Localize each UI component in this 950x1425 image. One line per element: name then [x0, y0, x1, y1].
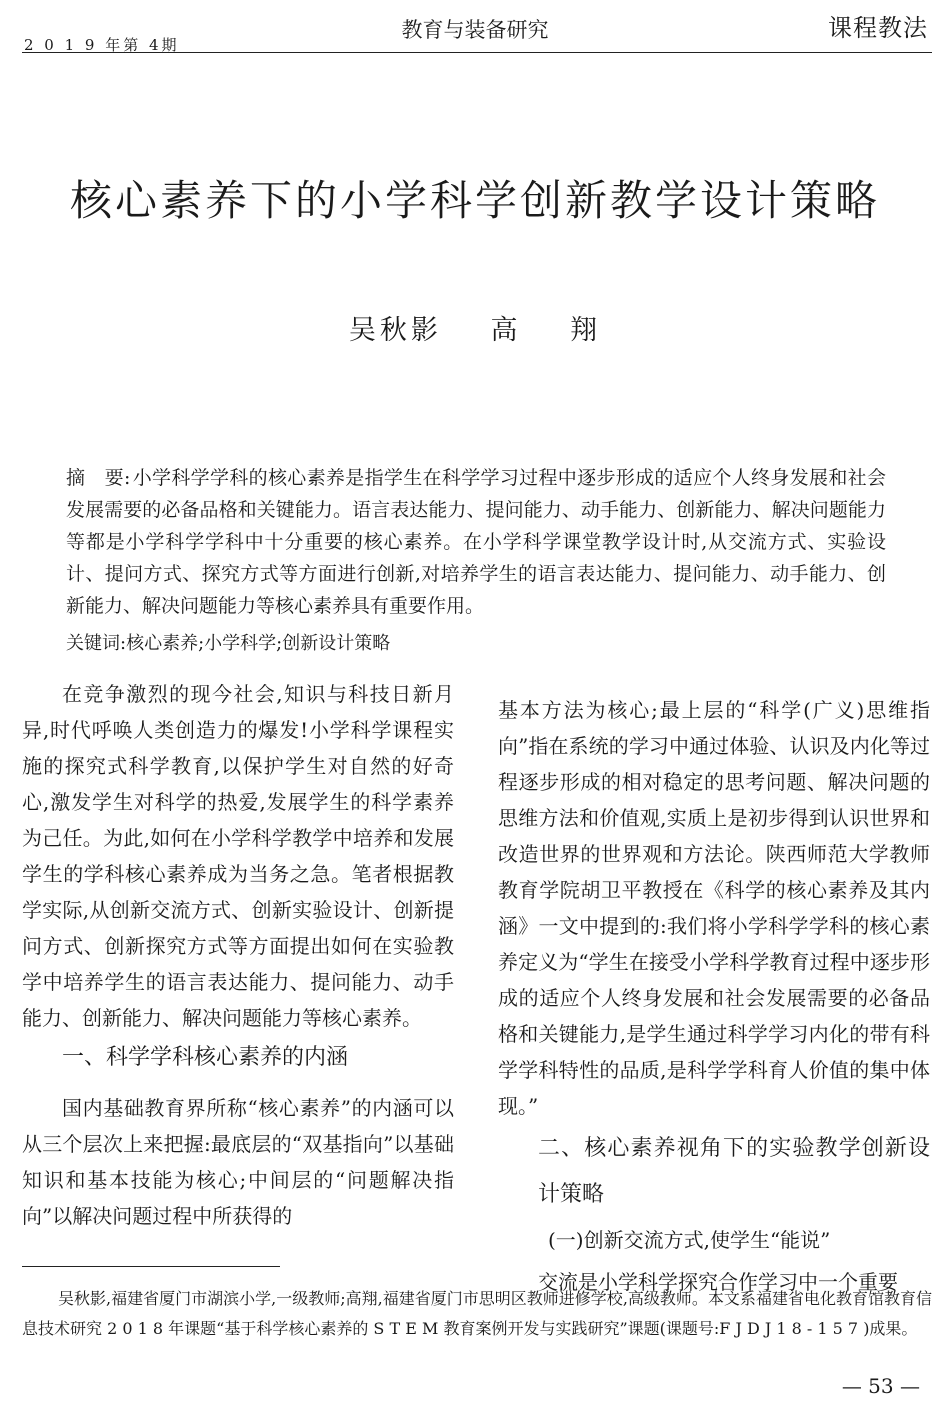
body-right-column — [498, 692, 930, 1300]
journal-name: 教育与装备研究 — [401, 18, 549, 42]
keywords-label: 关键词: — [66, 633, 127, 654]
body-paragraph: 基本方法为核心;最上层的“科学(广义)思维指向”指在系统的学习中通过体验、认识及内化等过程逐步形成的相对稳定的思考问题、解决问题的思维方法和价值观,实质上是初步得到认识世界和改造世界的世界观和方法论。陕西师范大学教师教育学院胡卫平教授在《科学的核心素养及其内涵》一文中提到的:我们将小学科学学科的核心素养定义为“学生在接受小学科学教育过程中逐步形成的适应个人终身发展和社会发展需要的必备品格和关键能力,是学生通过科学学习内化的带有科学学科特性的品质,是科学学科育人价值的集中体现。” — [498, 698, 930, 1118]
abstract — [66, 462, 886, 622]
keywords-text: 核心素养;小学科学;创新设计策略 — [126, 633, 391, 654]
header-rule — [22, 52, 932, 53]
section-name: 课程教法 — [828, 14, 928, 42]
footnote-text: 吴秋影,福建省厦门市湖滨小学,一级教师;高翔,福建省厦门市思明区教师进修学校,高级教师。本文系福建省电化教育馆教育信息技术研究 2 0 1 8 年课题“基于科学核心素养的 S T E M 教育案例开发与实践研究”课题(课题号:F J D J 1 8 - 1 5 7 )成果。 — [22, 1289, 932, 1338]
page-number: — 53 — — [841, 1374, 920, 1398]
issue-label: 2 0 1 9 年第 4期 — [24, 36, 180, 54]
author-footnote — [22, 1284, 932, 1344]
body-paragraph: 交流是小学科学探究合作学习中一个重要 — [538, 1270, 898, 1294]
section-heading-2: 二、核心素养视角下的实验教学创新设计策略 — [538, 1136, 930, 1207]
abstract-label: 摘 要: — [66, 467, 131, 489]
footnote-rule — [22, 1266, 280, 1267]
body-paragraph: 国内基础教育界所称“核心素养”的内涵可以从三个层次上来把握:最底层的“双基指向”以基础知识和基本技能为核心;中间层的“问题解决指向”以解决问题过程中所获得的 — [22, 1096, 454, 1228]
abstract-text: 小学科学学科的核心素养是指学生在科学学习过程中逐步形成的适应个人终身发展和社会发展需要的必备品格和关键能力。语言表达能力、提问能力、动手能力、创新能力、解决问题能力等都是小学科学学科中十分重要的核心素养。在小学科学课堂教学设计时,从交流方式、实验设计、提问方式、探究方式等方面进行创新,对培养学生的语言表达能力、提问能力、动手能力、创新能力、解决问题能力等核心素养具有重要作用。 — [66, 467, 886, 617]
body-paragraph: 在竞争激烈的现今社会,知识与科技日新月异,时代呼唤人类创造力的爆发!小学科学课程实施的探究式科学教育,以保护学生对自然的好奇心,激发学生对科学的热爱,发展学生的科学素养为己任。为此,如何在小学科学教学中培养和发展学生的学科核心素养成为当务之急。笔者根据教学实际,从创新交流方式、创新实验设计、创新提问方式、创新探究方式等方面提出如何在实验教学中培养学生的语言表达能力、提问能力、动手能力、创新能力、解决问题能力等核心素养。 — [22, 682, 454, 1030]
article-authors: 吴秋影 高 翔 — [348, 315, 602, 346]
subsection-heading-1: (一)创新交流方式,使学生“能说” — [548, 1228, 831, 1252]
keywords — [66, 629, 886, 659]
section-heading-1: 一、科学学科核心素养的内涵 — [62, 1045, 349, 1070]
article-title: 核心素养下的小学科学创新教学设计策略 — [69, 176, 880, 225]
body-left-column — [22, 676, 454, 1234]
